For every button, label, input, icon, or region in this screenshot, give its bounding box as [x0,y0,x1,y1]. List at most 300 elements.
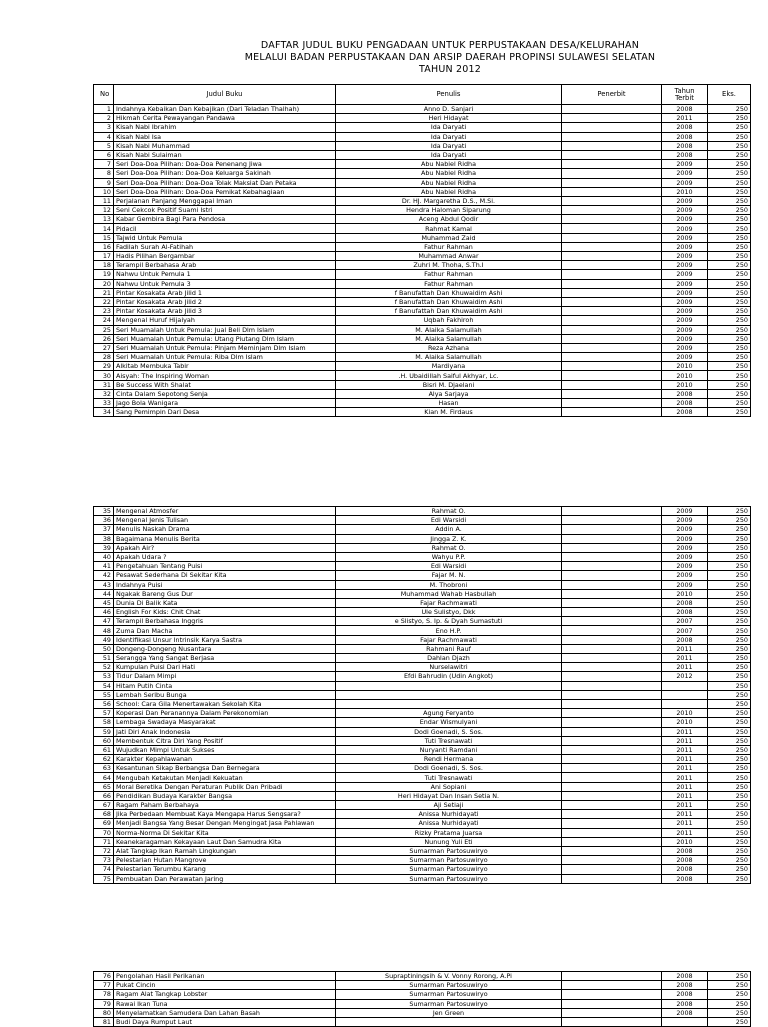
cell-penerbit [562,552,662,561]
cell-eks: 250 [708,764,751,773]
cell-judul: Alat Tangkap Ikan Ramah Lingkungan [114,846,336,855]
table-row [94,999,751,1008]
table-row [94,105,751,114]
cell-penulis [336,1017,562,1026]
cell-penulis: Uqbah Fakhiroh [336,316,562,325]
cell-judul: Terampil Berbahasa Arab [114,261,336,270]
cell-penerbit [562,353,662,362]
cell-penulis: e Slistyo, S. Ip. & Dyah Sumastuti [336,617,562,626]
cell-no: 76 [94,972,114,981]
cell-no: 35 [94,507,114,516]
cell-eks: 250 [708,307,751,316]
cell-penulis: Rahmani Rauf [336,644,562,653]
table-row [94,690,751,699]
table-row [94,343,751,352]
cell-no: 28 [94,353,114,362]
cell-judul: Ragam Alat Tangkap Lobster [114,990,336,999]
cell-tahun: 2009 [662,571,708,580]
table-row [94,123,751,132]
cell-no: 58 [94,718,114,727]
cell-no: 18 [94,261,114,270]
cell-judul: Seri Muamalah Untuk Pemula: Jual Beli Dlm Islam [114,325,336,334]
cell-tahun: 2009 [662,507,708,516]
cell-eks: 250 [708,874,751,883]
cell-eks: 250 [708,782,751,791]
table-row [94,534,751,543]
cell-no: 57 [94,709,114,718]
cell-eks: 250 [708,196,751,205]
cell-no: 6 [94,150,114,159]
cell-penulis: M. Alaika Salamullah [336,334,562,343]
cell-judul: Lembaga Swadaya Masyarakat [114,718,336,727]
cell-judul: Apakah Air? [114,543,336,552]
cell-judul: Aisyah: The Inspiring Woman [114,371,336,380]
cell-no: 2 [94,114,114,123]
cell-penerbit [562,791,662,800]
cell-tahun: 2011 [662,810,708,819]
cell-tahun: 2009 [662,261,708,270]
cell-judul: Pintar Kosakata Arab Jilid 3 [114,307,336,316]
cell-judul: Hitam Putih Cinta [114,681,336,690]
cell-penulis: Ida Daryati [336,132,562,141]
cell-judul: Seri Doa-Doa Pilihan: Doa-Doa Keluarga Sakinah [114,169,336,178]
cell-judul: Seri Doa-Doa Pilihan: Doa-Doa Penenang Jiwa [114,160,336,169]
cell-penulis: Fajar M. N. [336,571,562,580]
table-row [94,408,751,417]
cell-penerbit [562,608,662,617]
cell-penerbit [562,206,662,215]
cell-penulis: M. Alaika Salamullah [336,325,562,334]
cell-judul: Hadis Pilihan Bergambar [114,252,336,261]
cell-no: 77 [94,981,114,990]
cell-penerbit [562,380,662,389]
table-row [94,307,751,316]
cell-tahun: 2008 [662,123,708,132]
cell-no: 69 [94,819,114,828]
cell-tahun: 2009 [662,206,708,215]
cell-no: 68 [94,810,114,819]
cell-eks: 250 [708,690,751,699]
cell-judul: Budi Daya Rumput Laut [114,1017,336,1026]
cell-penulis: Sumarman Partosuwiryo [336,999,562,1008]
cell-tahun: 2008 [662,132,708,141]
cell-no: 60 [94,736,114,745]
cell-penulis: f Banufattah Dan Khuwaidim Ashi [336,288,562,297]
cell-tahun: 2010 [662,718,708,727]
cell-penerbit [562,562,662,571]
cell-penerbit [562,1008,662,1017]
cell-penerbit [562,819,662,828]
cell-penerbit [562,718,662,727]
cell-judul: Pintar Kosakata Arab Jilid 2 [114,297,336,306]
cell-eks: 250 [708,507,751,516]
cell-eks: 250 [708,132,751,141]
cell-penerbit [562,270,662,279]
cell-tahun: 2008 [662,981,708,990]
table-row [94,270,751,279]
table-row [94,718,751,727]
cell-tahun: 2011 [662,755,708,764]
cell-penerbit [562,663,662,672]
cell-judul: Seri Doa-Doa Pilihan: Doa-Doa Tolak Maksiat Dan Petaka [114,178,336,187]
table-row [94,362,751,371]
cell-penerbit [562,856,662,865]
cell-penulis: Rahmat O. [336,543,562,552]
cell-judul: Pengetahuan Tentang Puisi [114,562,336,571]
cell-penulis: Fajar Rachmawati [336,635,562,644]
document-title [150,40,750,76]
cell-eks: 250 [708,865,751,874]
cell-tahun: 2009 [662,525,708,534]
cell-judul: Hikmah Cerita Pewayangan Pandawa [114,114,336,123]
cell-eks: 250 [708,846,751,855]
cell-no: 78 [94,990,114,999]
cell-judul: Fadilah Surah Al-Fatihah [114,242,336,251]
cell-eks: 250 [708,270,751,279]
cell-tahun [662,1017,708,1026]
cell-no: 73 [94,856,114,865]
cell-penulis: Aceng Abdul Qodir [336,215,562,224]
table-row [94,791,751,800]
table-row [94,215,751,224]
cell-tahun: 2008 [662,598,708,607]
cell-eks: 250 [708,635,751,644]
table-row [94,681,751,690]
cell-eks: 250 [708,150,751,159]
cell-penerbit [562,846,662,855]
cell-judul: Seri Muamalah Untuk Pemula: Utang Piutang Dlm Islam [114,334,336,343]
cell-tahun: 2009 [662,178,708,187]
cell-penerbit [562,626,662,635]
cell-tahun: 2011 [662,736,708,745]
cell-penulis: Hendra Haloman Siparung [336,206,562,215]
cell-tahun: 2011 [662,654,708,663]
cell-penerbit [562,288,662,297]
cell-penerbit [562,981,662,990]
cell-judul: Pesawat Sederhana Di Sekitar Kita [114,571,336,580]
cell-judul: Apakah Udara ? [114,552,336,561]
table-row [94,709,751,718]
cell-eks: 250 [708,242,751,251]
cell-penulis: Sumarman Partosuwiryo [336,981,562,990]
table-row [94,865,751,874]
cell-penerbit [562,160,662,169]
cell-no: 34 [94,408,114,417]
table-row [94,801,751,810]
cell-penerbit [562,187,662,196]
cell-eks: 250 [708,169,751,178]
cell-tahun: 2011 [662,773,708,782]
book-table-section-2 [93,506,751,884]
cell-penerbit [562,141,662,150]
cell-judul: Nahwu Untuk Pemula 3 [114,279,336,288]
table-row [94,150,751,159]
table-row [94,736,751,745]
cell-penulis: Addin A. [336,525,562,534]
cell-penulis: Efdi Bahrudin (Udin Angkot) [336,672,562,681]
cell-eks: 250 [708,288,751,297]
table-row [94,846,751,855]
cell-eks: 250 [708,353,751,362]
cell-judul: Mengubah Ketakutan Menjadi Kekuatan [114,773,336,782]
cell-judul: Seri Muamalah Untuk Pemula: Riba Dlm Islam [114,353,336,362]
cell-eks: 250 [708,654,751,663]
cell-eks: 250 [708,233,751,242]
cell-tahun: 2008 [662,856,708,865]
table-row [94,626,751,635]
table-row [94,589,751,598]
cell-no: 51 [94,654,114,663]
cell-eks: 250 [708,727,751,736]
table-row [94,187,751,196]
table-row [94,617,751,626]
cell-no: 48 [94,626,114,635]
cell-penulis: Nunung Yuli Eti [336,837,562,846]
table-row [94,727,751,736]
cell-tahun: 2011 [662,727,708,736]
cell-judul: Dongeng-Dongeng Nusantara [114,644,336,653]
cell-penulis: Anissa Nurhidayati [336,819,562,828]
column-header-penerbit: Penerbit [562,85,662,105]
table-row [94,981,751,990]
cell-penulis: Dodi Goenadi, S. Sos. [336,727,562,736]
cell-eks: 250 [708,801,751,810]
cell-penulis: Ule Sulistyo, Dkk [336,608,562,617]
cell-no: 12 [94,206,114,215]
cell-judul: Kisah Nabi Isa [114,132,336,141]
cell-judul: Serangga Yang Sangat Berjasa [114,654,336,663]
cell-penerbit [562,178,662,187]
cell-eks: 250 [708,1008,751,1017]
cell-penulis: Agung Feryanto [336,709,562,718]
cell-no: 20 [94,279,114,288]
cell-tahun: 2008 [662,635,708,644]
table-row [94,516,751,525]
cell-eks: 250 [708,972,751,981]
cell-penulis: Rizky Pratama Juarsa [336,828,562,837]
cell-judul: Ngakak Bareng Gus Dur [114,589,336,598]
cell-no: 79 [94,999,114,1008]
cell-penerbit [562,516,662,525]
cell-penerbit [562,690,662,699]
cell-eks: 250 [708,709,751,718]
cell-no: 56 [94,699,114,708]
cell-penerbit [562,709,662,718]
cell-penulis: Dahlan Djazh [336,654,562,663]
cell-penulis: Ani Sopiani [336,782,562,791]
cell-judul: Bagaimana Menulis Berita [114,534,336,543]
cell-no: 4 [94,132,114,141]
cell-penulis: Alya Sarjaya [336,389,562,398]
cell-eks: 250 [708,580,751,589]
cell-tahun: 2009 [662,288,708,297]
cell-tahun: 2009 [662,353,708,362]
table-row [94,371,751,380]
cell-eks: 250 [708,810,751,819]
cell-penulis: Hasan [336,399,562,408]
cell-no: 11 [94,196,114,205]
cell-judul: Indahnya Kebaikan Dan Kebajikan (Dari Teladan Thalhah) [114,105,336,114]
cell-no: 21 [94,288,114,297]
table-row [94,745,751,754]
cell-eks: 250 [708,745,751,754]
cell-no: 81 [94,1017,114,1026]
cell-tahun [662,681,708,690]
cell-tahun: 2011 [662,828,708,837]
cell-judul: Zuma Dan Macha [114,626,336,635]
cell-judul: Lembah Seribu Bunga [114,690,336,699]
cell-judul: Pelestarian Hutan Mangrove [114,856,336,865]
table-row [94,316,751,325]
table-row [94,252,751,261]
cell-no: 9 [94,178,114,187]
cell-penulis: Rahmat Kamal [336,224,562,233]
cell-eks: 250 [708,224,751,233]
cell-penerbit [562,681,662,690]
cell-penulis: Kian M. Firdaus [336,408,562,417]
book-table-section-3 [93,971,751,1027]
cell-no: 63 [94,764,114,773]
cell-penerbit [562,801,662,810]
table-row [94,773,751,782]
cell-penerbit [562,837,662,846]
cell-judul: Be Success With Shalat [114,380,336,389]
cell-penulis [336,690,562,699]
cell-penulis: Abu Nabiel Ridha [336,160,562,169]
cell-eks: 250 [708,408,751,417]
cell-penerbit [562,534,662,543]
cell-no: 74 [94,865,114,874]
cell-tahun: 2010 [662,709,708,718]
cell-no: 52 [94,663,114,672]
cell-penulis: M. Alaika Salamullah [336,353,562,362]
cell-penulis: Sumarman Partosuwiryo [336,846,562,855]
cell-eks: 250 [708,999,751,1008]
cell-tahun: 2011 [662,819,708,828]
table-row [94,261,751,270]
cell-judul: Seni Cekcok Positif Suami Istri [114,206,336,215]
table-body [94,105,751,417]
cell-tahun: 2009 [662,215,708,224]
cell-eks: 250 [708,837,751,846]
cell-penerbit [562,362,662,371]
cell-penerbit [562,865,662,874]
cell-tahun: 2011 [662,791,708,800]
cell-judul: Indahnya Puisi [114,580,336,589]
table-row [94,525,751,534]
cell-eks: 250 [708,562,751,571]
cell-eks: 250 [708,856,751,865]
table-row [94,598,751,607]
cell-penerbit [562,736,662,745]
cell-tahun: 2008 [662,399,708,408]
cell-penulis: Nurselawitri [336,663,562,672]
cell-tahun: 2009 [662,534,708,543]
cell-eks: 250 [708,1017,751,1026]
cell-judul: Pukat Cincin [114,981,336,990]
cell-tahun: 2008 [662,150,708,159]
cell-judul: Seri Muamalah Untuk Pemula: Pinjam Meminjam Dlm Islam [114,343,336,352]
cell-penulis: Sumarman Partosuwiryo [336,990,562,999]
cell-eks: 250 [708,598,751,607]
cell-no: 55 [94,690,114,699]
cell-tahun: 2009 [662,307,708,316]
table-row [94,132,751,141]
cell-penerbit [562,316,662,325]
cell-penulis: Nuryanti Ramdani [336,745,562,754]
cell-penerbit [562,297,662,306]
cell-penerbit [562,325,662,334]
cell-no: 70 [94,828,114,837]
cell-penerbit [562,571,662,580]
cell-penerbit [562,150,662,159]
cell-penerbit [562,105,662,114]
table-row [94,196,751,205]
cell-tahun: 2008 [662,608,708,617]
cell-judul: Keanekaragaman Kekayaan Laut Dan Samudra Kita [114,837,336,846]
cell-eks: 250 [708,178,751,187]
cell-no: 36 [94,516,114,525]
cell-tahun: 2007 [662,617,708,626]
cell-judul: Pelestarian Terumbu Karang [114,865,336,874]
book-table-section-1 [93,84,751,417]
cell-tahun: 2011 [662,782,708,791]
cell-penerbit [562,399,662,408]
cell-eks: 250 [708,663,751,672]
table-body [94,972,751,1027]
table-row [94,297,751,306]
cell-tahun: 2009 [662,552,708,561]
table-row [94,233,751,242]
cell-penulis: Jen Green [336,1008,562,1017]
cell-penerbit [562,617,662,626]
cell-penulis: Rendi Hermana [336,755,562,764]
cell-no: 14 [94,224,114,233]
cell-judul: Tajwid Untuk Pemula [114,233,336,242]
cell-penulis [336,699,562,708]
cell-no: 61 [94,745,114,754]
cell-penerbit [562,132,662,141]
cell-penulis: Sumarman Partosuwiryo [336,874,562,883]
cell-eks: 250 [708,791,751,800]
cell-eks: 250 [708,141,751,150]
cell-tahun: 2009 [662,343,708,352]
cell-penulis: Mardiyana [336,362,562,371]
cell-no: 37 [94,525,114,534]
cell-no: 24 [94,316,114,325]
cell-judul: Dunia Di Balik Kata [114,598,336,607]
cell-penulis: Abu Nabiel Ridha [336,178,562,187]
cell-penulis: Supraptiningsih & V. Vonny Rorong, A.Pi [336,972,562,981]
cell-penerbit [562,598,662,607]
table-row [94,552,751,561]
cell-eks: 250 [708,399,751,408]
cell-penerbit [562,123,662,132]
table-row [94,580,751,589]
cell-eks: 250 [708,362,751,371]
cell-penulis: Bisri M. Djaelani [336,380,562,389]
cell-tahun [662,690,708,699]
cell-tahun: 2007 [662,626,708,635]
cell-tahun: 2009 [662,334,708,343]
cell-penerbit [562,525,662,534]
cell-penulis: Ida Daryati [336,141,562,150]
cell-judul: Mengenal Atmosfer [114,507,336,516]
cell-tahun: 2009 [662,543,708,552]
cell-no: 49 [94,635,114,644]
table-header-row [94,85,751,105]
cell-eks: 250 [708,160,751,169]
